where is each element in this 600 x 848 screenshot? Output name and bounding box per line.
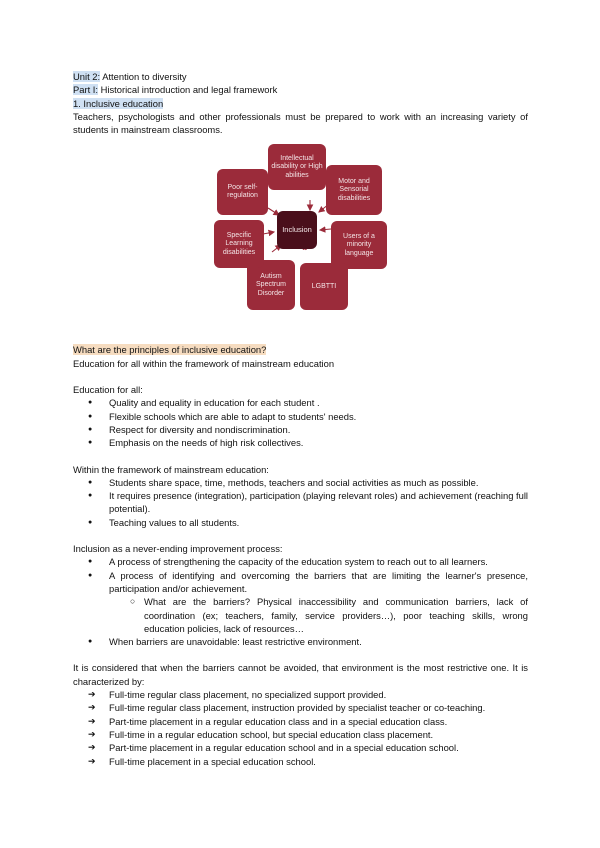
list-item-text: A process of identifying and overcoming the barriers that are limiting the learner's presence, participation and/or achievement. — [109, 569, 528, 594]
node-learning-disabilities: Specific Learning disabilities — [214, 220, 264, 268]
unit-title: Attention to diversity — [100, 71, 187, 82]
placement-list — [73, 688, 528, 768]
arrow-left — [263, 232, 274, 234]
list-item: ● It requires presence (integration), participation (playing relevant roles) and achievement (reaching full potential). — [73, 489, 528, 516]
mainstream-list — [73, 476, 528, 529]
improvement-list — [73, 555, 528, 648]
barriers-sublist — [109, 595, 528, 635]
list-item: ➔ Part-time placement in a regular education school and in a special education school. — [73, 741, 528, 754]
part-line — [73, 83, 528, 96]
node-inclusion-center: Inclusion — [277, 211, 317, 249]
list-item: ➔ Full-time in a regular education school, but special education class placement. — [73, 728, 528, 741]
education-for-all-list — [73, 396, 528, 449]
part-label: Part I: — [73, 84, 99, 96]
arrow-right — [320, 229, 331, 230]
section-heading-line — [73, 97, 528, 110]
improvement-title: Inclusion as a never-ending improvement process: — [73, 543, 283, 555]
restrictive-intro: It is considered that when the barriers cannot be avoided, that environment is the most restrictive one. It is characterized by: — [73, 662, 528, 687]
node-motor-sensorial: Motor and Sensorial disabilities — [326, 165, 382, 215]
inclusion-diagram — [73, 144, 528, 336]
list-item: ● Students share space, time, methods, teachers and social activities as much as possible. — [73, 476, 528, 489]
list-item: ➔ Part-time placement in a regular education class and in a special education class. — [73, 715, 528, 728]
node-intellectual-disability: Intellectual disability or High abilities — [268, 144, 326, 190]
list-item: ● Quality and equality in education for each student . — [73, 396, 528, 409]
part-title: Historical introduction and legal framework — [98, 84, 278, 96]
list-item: ● A process of strengthening the capacity of the education system to reach out to all learners. — [73, 555, 528, 568]
node-self-regulation: Poor self-regulation — [217, 169, 268, 215]
unit-label: Unit 2: — [73, 71, 101, 82]
list-item: ● Teaching values to all students. — [73, 516, 528, 529]
section-heading: 1. Inclusive education — [73, 97, 164, 109]
list-item: ● Respect for diversity and nondiscrimination. — [73, 423, 528, 436]
unit-line — [73, 70, 528, 83]
list-item: ➔ Full-time regular class placement, instruction provided by specialist teacher or co-teaching. — [73, 701, 528, 714]
node-minority-language: Users of a minority language — [331, 221, 387, 269]
list-item: ➔ Full-time placement in a special education school. — [73, 755, 528, 768]
list-item: ➔ Full-time regular class placement, no specialized support provided. — [73, 688, 528, 701]
node-lgbtti: LGBTTI — [300, 263, 348, 310]
principles-heading-line — [73, 343, 528, 356]
principles-heading: What are the principles of inclusive education? — [73, 344, 267, 356]
intro-paragraph: Teachers, psychologists and other professionals must be prepared to work with an increasing variety of students in mainstream classrooms. — [73, 110, 528, 136]
list-item: ● When barriers are unavoidable: least restrictive environment. — [73, 635, 528, 648]
sublist-item: ○ What are the barriers? Physical inaccessibility and communication barriers, lack of coordination (ex; teachers, family, service providers…), poor teaching skills, wrong education policies, lack of resources… — [109, 595, 528, 635]
mainstream-title: Within the framework of mainstream education: — [73, 463, 269, 475]
education-for-all-title: Education for all: — [73, 384, 143, 396]
node-autism: Autism Spectrum Disorder — [247, 260, 295, 310]
list-item: ● Emphasis on the needs of high risk collectives. — [73, 436, 528, 449]
principles-subheading: Education for all within the framework of mainstream education — [73, 357, 335, 369]
list-item — [73, 569, 528, 635]
list-item: ● Flexible schools which are able to adapt to students' needs. — [73, 410, 528, 423]
document-page — [73, 70, 528, 768]
